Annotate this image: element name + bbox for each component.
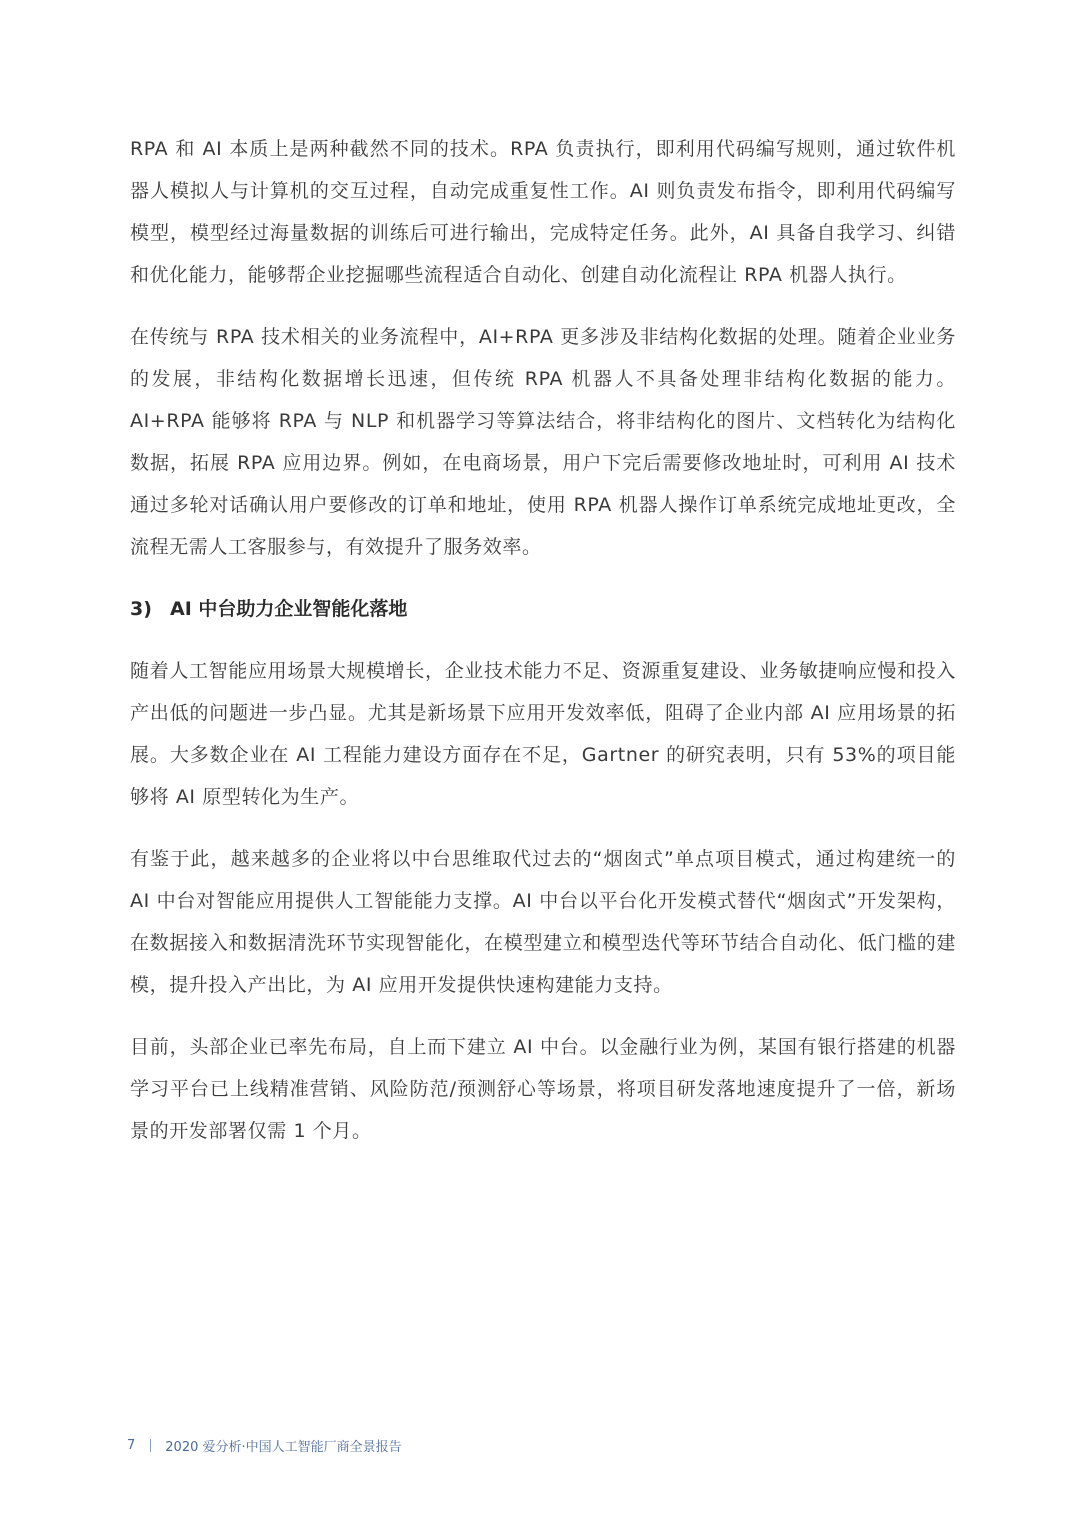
paragraph-ai-middle-platform: 有鉴于此，越来越多的企业将以中台思维取代过去的“烟囱式”单点项目模式，通过构建统一的 AI 中台对智能应用提供人工智能能力支撑。AI 中台以平台化开发模式替代“烟囱式”开发架构，在数据接入和数据清洗环节实现智能化，在模型建立和模型迭代等环节结合自动化、低门槛的建模，提升投入产出比，为 AI 应用开发提供快速构建能力支持。 — [130, 848, 956, 996]
paragraph-ai-growth: 随着人工智能应用场景大规模增长，企业技术能力不足、资源重复建设、业务敏捷响应慢和投入产出低的问题进一步凸显。尤其是新场景下应用开发效率低，阻碍了企业内部 AI 应用场景的拓展。大多数企业在 AI 工程能力建设方面存在不足，Gartner 的研究表明，只有 53%的项目能够将 AI 原型转化为生产。 — [130, 660, 956, 808]
paragraph-spacer — [130, 296, 956, 316]
footer-divider — [150, 1439, 151, 1452]
paragraph-spacer — [130, 818, 956, 838]
paragraph-spacer — [130, 568, 956, 588]
section-title: AI 中台助力企业智能化落地 — [170, 598, 408, 620]
paragraph-rpa-vs-ai: RPA 和 AI 本质上是两种截然不同的技术。RPA 负责执行，即利用代码编写规则，通过软件机器人模拟人与计算机的交互过程，自动完成重复性工作。AI 则负责发布指令，即利用代码编写模型，模型经过海量数据的训练后可进行输出，完成特定任务。此外，AI 具备自我学习、纠错和优化能力，能够帮企业挖掘哪些流程适合自动化、创建自动化流程让 RPA 机器人执行。 — [130, 138, 956, 286]
paragraph-ai-rpa-unstructured: 在传统与 RPA 技术相关的业务流程中，AI+RPA 更多涉及非结构化数据的处理。随着企业业务的发展，非结构化数据增长迅速，但传统 RPA 机器人不具备处理非结构化数据的能力。AI+RPA 能够将 RPA 与 NLP 和机器学习等算法结合，将非结构化的图片、文档转化为结构化数据，拓展 RPA 应用边界。例如，在电商场景，用户下完后需要修改地址时，可利用 AI 技术通过多轮对话确认用户要修改的订单和地址，使用 RPA 机器人操作订单系统完成地址更改，全流程无需人工客服参与，有效提升了服务效率。 — [130, 326, 956, 558]
page-number: 7 — [127, 1438, 136, 1453]
document-body — [130, 128, 956, 1152]
section-number: 3) — [130, 598, 152, 620]
section-heading — [130, 588, 956, 630]
paragraph-spacer — [130, 630, 956, 650]
report-title: 2020 爱分析·中国人工智能厂商全景报告 — [165, 1440, 402, 1455]
paragraph-spacer — [130, 1006, 956, 1026]
paragraph-bank-example: 目前，头部企业已率先布局，自上而下建立 AI 中台。以金融行业为例，某国有银行搭建的机器学习平台已上线精准营销、风险防范/预测舒心等场景，将项目研发落地速度提升了一倍，新场景的开发部署仅需 1 个月。 — [130, 1036, 956, 1142]
page-footer — [127, 1436, 402, 1455]
